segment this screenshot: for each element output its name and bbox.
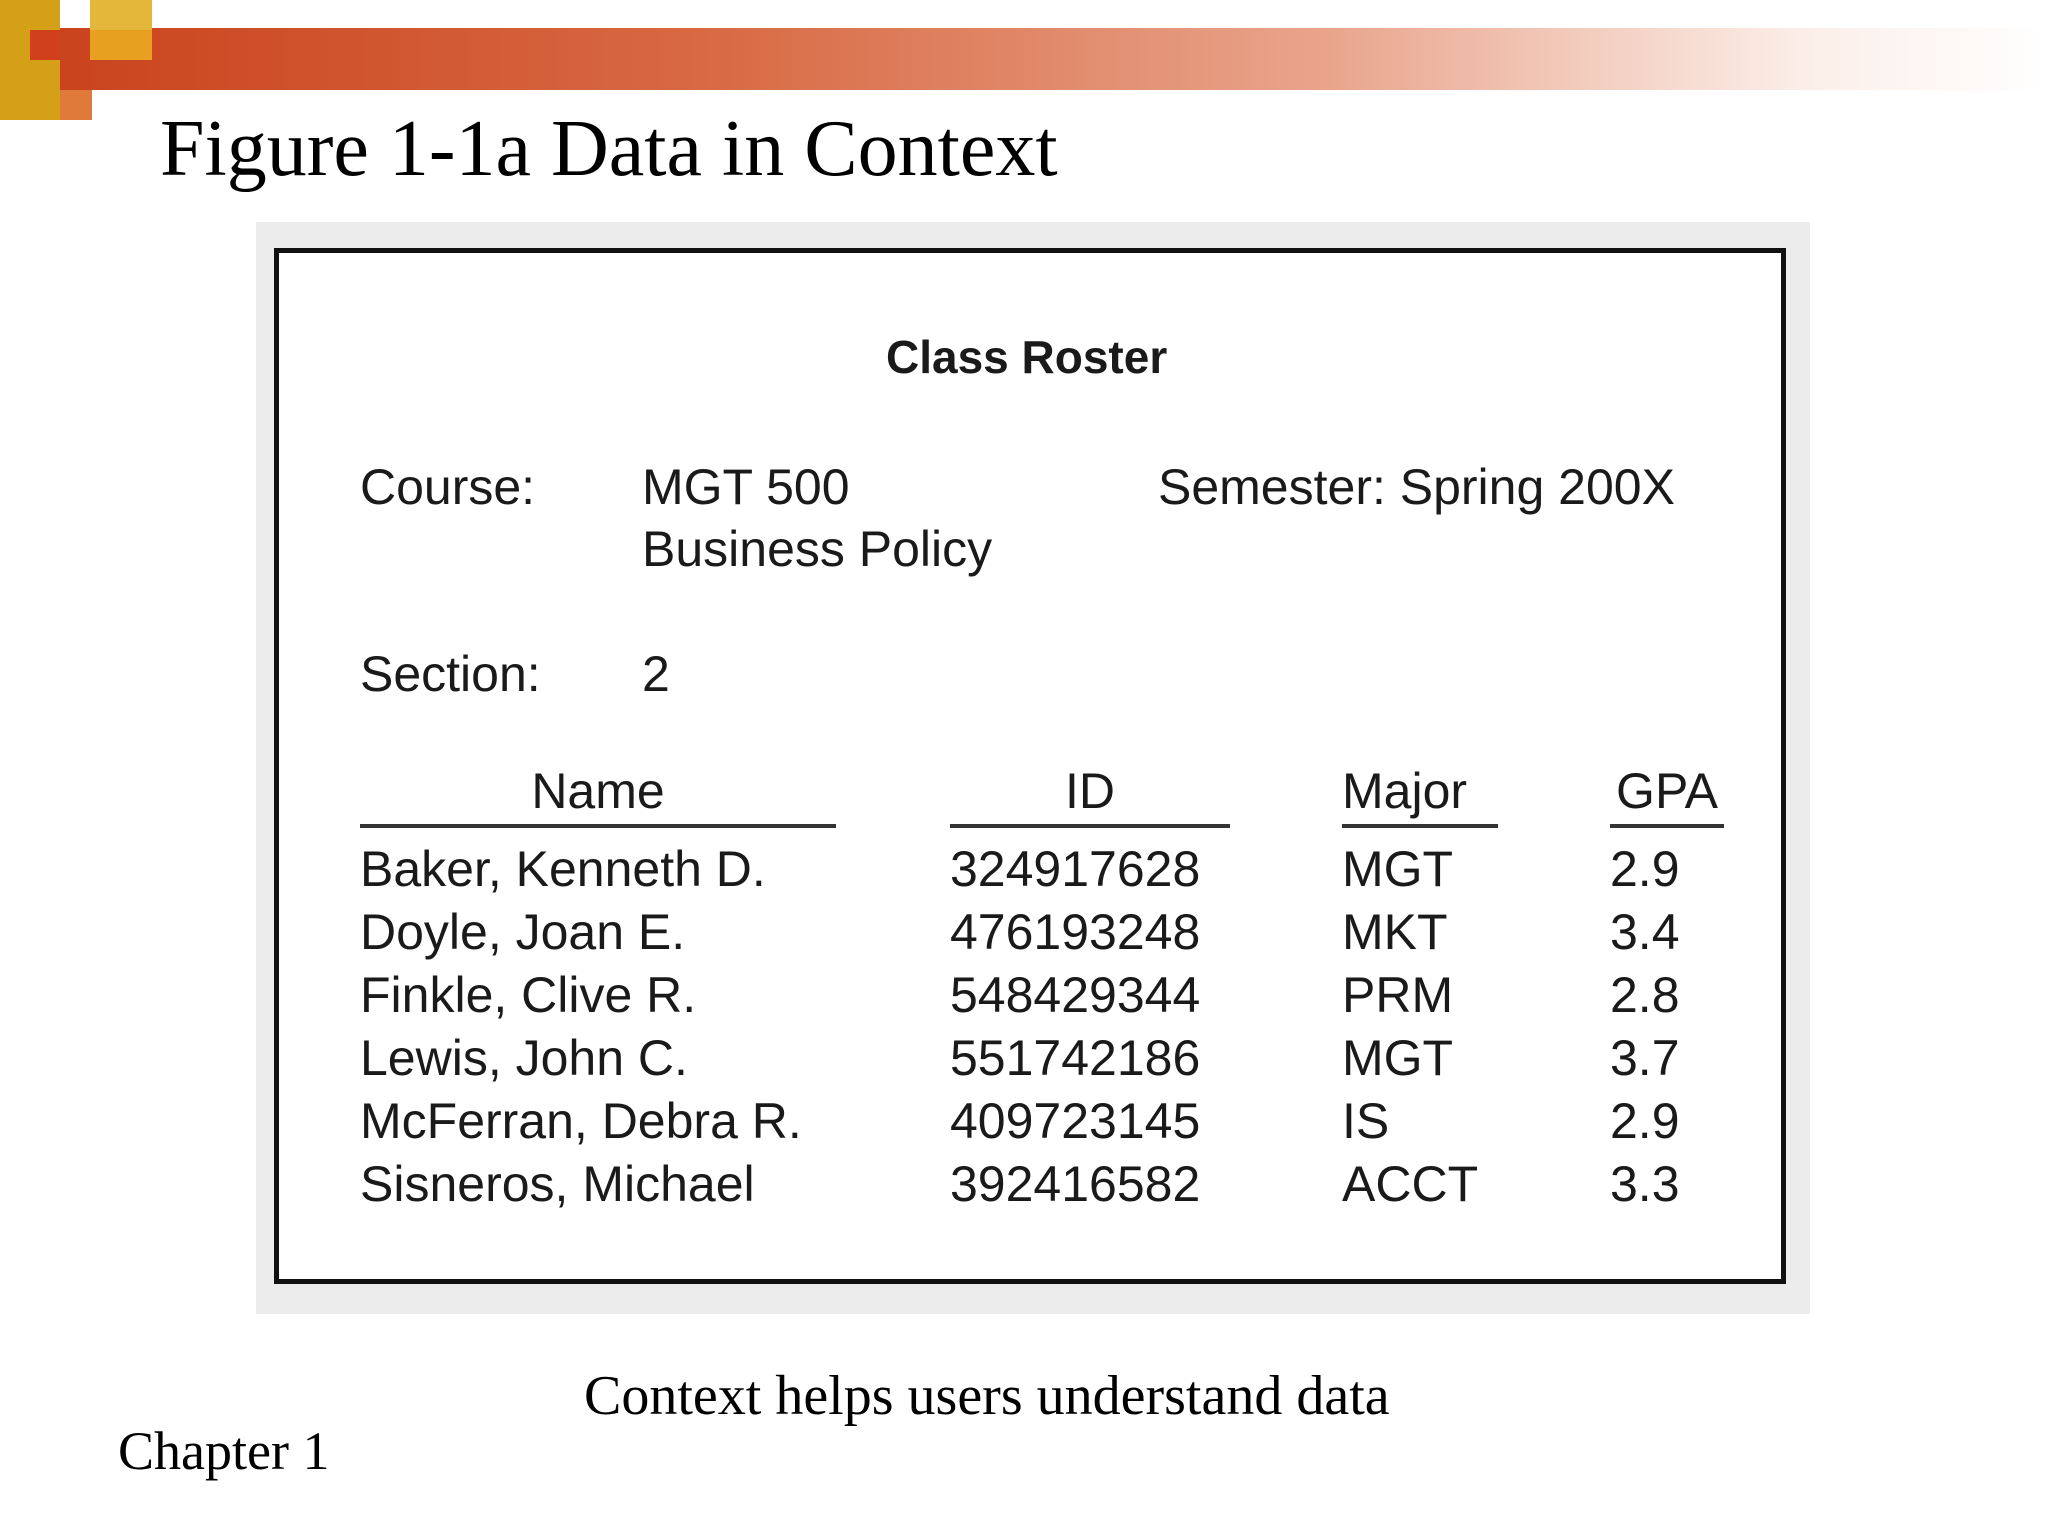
cell-major: MGT xyxy=(1342,1030,1454,1086)
cell-name: Doyle, Joan E. xyxy=(360,904,686,960)
cell-id: 476193248 xyxy=(950,904,1201,960)
header-id: ID xyxy=(950,762,1230,828)
cell-name: Sisneros, Michael xyxy=(360,1156,755,1212)
decor-square-light-gold xyxy=(90,0,152,30)
figure-caption: Context helps users understand data xyxy=(584,1365,1390,1427)
decor-square-red xyxy=(30,30,60,60)
cell-name: Lewis, John C. xyxy=(360,1030,688,1086)
header-major: Major xyxy=(1342,762,1498,828)
cell-id: 551742186 xyxy=(950,1030,1201,1086)
course-name: Business Policy xyxy=(642,521,993,577)
course-code: MGT 500 xyxy=(642,459,850,515)
cell-gpa: 2.9 xyxy=(1610,1093,1680,1149)
roster-title: Class Roster xyxy=(886,331,1168,383)
course-label: Course: xyxy=(360,459,536,515)
cell-gpa: 2.8 xyxy=(1610,967,1680,1023)
cell-major: ACCT xyxy=(1342,1156,1479,1212)
section-label: Section: xyxy=(360,646,541,702)
semester: Semester: Spring 200X xyxy=(1158,459,1675,515)
cell-id: 324917628 xyxy=(950,841,1201,897)
cell-major: IS xyxy=(1342,1093,1390,1149)
section-value: 2 xyxy=(642,646,670,702)
slide-title: Figure 1-1a Data in Context xyxy=(160,105,1058,193)
header-name: Name xyxy=(360,762,836,828)
cell-id: 392416582 xyxy=(950,1156,1201,1212)
header-gradient-bar xyxy=(0,28,2048,90)
decor-square-orange xyxy=(60,90,92,120)
cell-id: 409723145 xyxy=(950,1093,1201,1149)
cell-gpa: 2.9 xyxy=(1610,841,1680,897)
cell-gpa: 3.4 xyxy=(1610,904,1680,960)
cell-id: 548429344 xyxy=(950,967,1201,1023)
cell-major: PRM xyxy=(1342,967,1454,1023)
header-gpa: GPA xyxy=(1610,762,1724,828)
decor-square-gold xyxy=(0,0,60,120)
chapter-footer: Chapter 1 xyxy=(118,1421,330,1481)
cell-major: MGT xyxy=(1342,841,1454,897)
cell-name: McFerran, Debra R. xyxy=(360,1093,802,1149)
cell-major: MKT xyxy=(1342,904,1448,960)
decor-square-amber xyxy=(90,30,152,60)
cell-name: Baker, Kenneth D. xyxy=(360,841,766,897)
cell-gpa: 3.3 xyxy=(1610,1156,1680,1212)
cell-name: Finkle, Clive R. xyxy=(360,967,697,1023)
cell-gpa: 3.7 xyxy=(1610,1030,1680,1086)
